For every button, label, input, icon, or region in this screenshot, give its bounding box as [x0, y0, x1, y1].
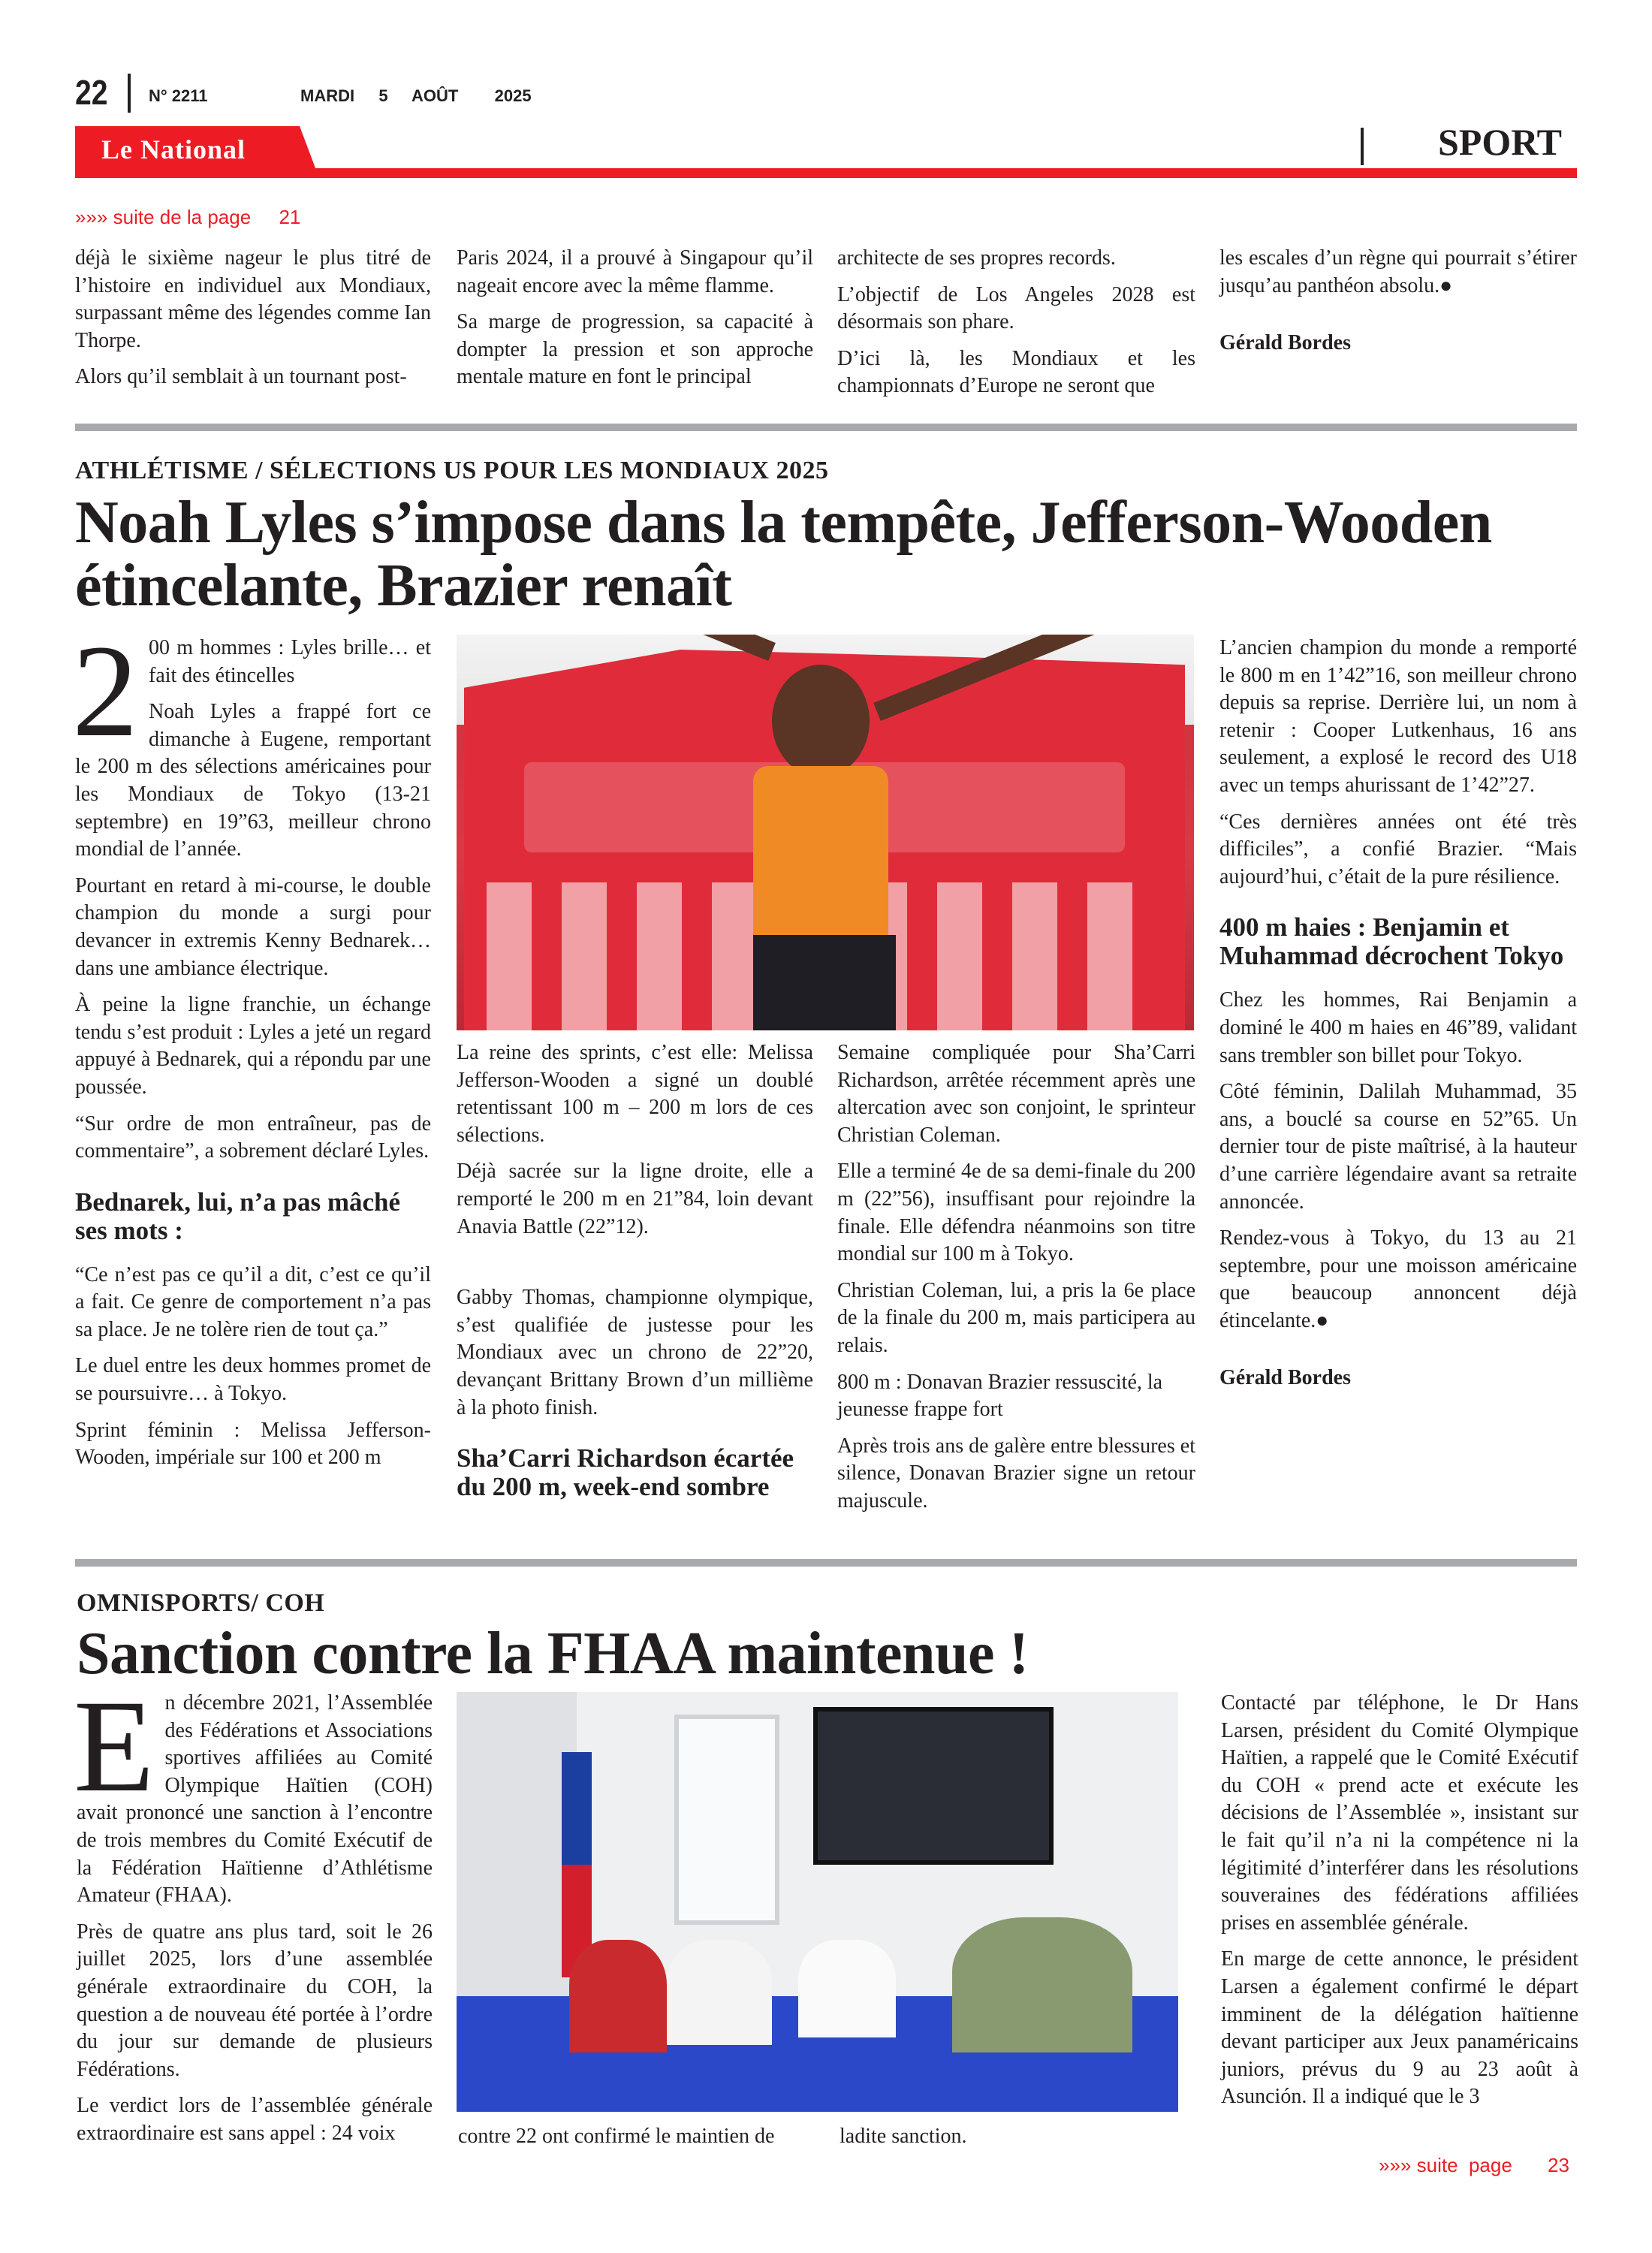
issue-number: N° 2211: [149, 86, 208, 105]
paragraph: n décembre 2021, l’Assemblée des Fédérations et Associations sportives affiliées au Comité Olympique Haïtien (COH) avait prononcé une sanction à l’encontre de trois membres du Comité Exécutif de la Fédération Haïtienne d’Athlétisme Amateur (FHAA).: [77, 1691, 433, 1908]
paragraph: Noah Lyles a frappé fort ce dimanche à Eugene, remportant le 200 m des sélections américaines pour les Mondiaux de Tokyo (13-21 septembre) en 19”63, meilleur chrono mondial de l’année.: [75, 700, 431, 861]
paragraph: 800 m : Donavan Brazier ressuscité, la jeunesse frappe fort: [837, 1370, 1163, 1422]
paragraph: Christian Coleman, lui, a pris la 6e place de la finale du 200 m, mais participera au relais.: [837, 1278, 1195, 1357]
paragraph: Le verdict lors de l’assemblée générale extraordinaire est sans appel : 24 voix: [77, 2094, 433, 2145]
paragraph: Paris 2024, il a prouvé à Singapour qu’il nageait encore avec la même flamme.: [457, 246, 813, 297]
paragraph: Le duel entre les deux hommes promet de se poursuivre… à Tokyo.: [75, 1354, 431, 1406]
article2-col3: ladite sanction.: [840, 2125, 967, 2148]
paragraph: À peine la ligne franchie, un échange tendu s’est produit : Lyles a jeté un regard appuyé à Bednarek, qui a répondu par une poussée.: [75, 993, 431, 1099]
continued-to-page: 23: [1548, 2154, 1569, 2176]
paragraph: architecte de ses propres records.: [837, 246, 1116, 270]
paragraph: Gabby Thomas, championne olympique, s’est qualifiée de justesse pour les Mondiaux avec un chrono de 22”20, devançant Brittany Brown d’un millième à la photo finish.: [457, 1286, 813, 1419]
paragraph: Pourtant en retard à mi-course, le double champion du monde a surgi pour devancer in extremis Kenny Bednarek… dans une ambiance électrique.: [75, 873, 431, 980]
paragraph: “Sur ordre de mon entraîneur, pas de commentaire”, a sobrement déclaré Lyles.: [75, 1111, 431, 1163]
paragraph: La reine des sprints, c’est elle: Melissa Jefferson-Wooden a signé un doublé retentissant 100 m – 200 m lors de ces sélections.: [457, 1041, 813, 1147]
section-divider: [1361, 128, 1364, 165]
video-screen: [813, 1707, 1054, 1865]
author-byline: Gérald Bordes: [1219, 331, 1351, 355]
drop-cap: E: [74, 1673, 155, 1820]
brand-logo: Le National: [101, 134, 246, 164]
athlete-shorts: [753, 935, 896, 1030]
section-rule: [75, 1559, 1577, 1567]
article1-headline: Noah Lyles s’impose dans la tempête, Jefferson-Wooden étincelante, Brazier renaît: [75, 490, 1492, 619]
paragraph: L’ancien champion du monde a remporté le 800 m en 1’42”16, son meilleur chrono depuis sa reprise. Derrière lui, un nom à retenir : Cooper Lutkenhaus, 16 ans seulement, a explosé le record des U18 avec un temps ahurissant de 1’42”27.: [1219, 636, 1577, 797]
article2-kicker: OMNISPORTS/ COH: [77, 1589, 325, 1617]
continued-from-page: 21: [279, 206, 301, 228]
paragraph: déjà le sixième nageur le plus titré de l’histoire en individuel aux Mondiaux, surpassant même des légendes comme Ian Thorpe.: [75, 246, 431, 352]
continued-from-label: »»» suite de la page: [75, 206, 252, 228]
page-number: 22: [75, 73, 108, 112]
article2-col1: [74, 1673, 433, 2157]
paragraph: Semaine compliquée pour Sha’Carri Richardson, arrêtée récemment après une altercation avec son conjoint, le sprinteur Christian Coleman.: [837, 1041, 1195, 1147]
prev-article-col4: [1219, 245, 1577, 366]
haiti-flag: [562, 1752, 592, 1977]
article2-col2: contre 22 ont confirmé le maintien de: [458, 2125, 775, 2148]
press-conference-photo: [457, 1692, 1178, 2112]
athlete-singlet: [753, 766, 888, 939]
continued-to-label: »»» suite page: [1379, 2154, 1512, 2176]
article1-col3: [837, 1039, 1195, 1525]
paragraph: Déjà sacrée sur la ligne droite, elle a remporté le 200 m en 21”84, loin devant Anavia Battle (22”12).: [457, 1160, 813, 1238]
article2-headline: Sanction contre la FHAA maintenue !: [77, 1621, 1029, 1687]
person-3: [798, 1940, 896, 2037]
paragraph: Alors qu’il semblait à un tournant post-: [75, 365, 407, 389]
continued-to-link[interactable]: [1379, 2154, 1569, 2177]
paragraph: L’objectif de Los Angeles 2028 est désormais son phare.: [837, 282, 1195, 334]
paragraph: En marge de cette annonce, le président Larsen a également confirmé le départ imminent de la délégation haïtienne devant participer aux Jeux panaméricains juniors, prévus du 9 au 23 août à Asunción. Il a indiqué que le 3: [1221, 1947, 1578, 2109]
paragraph: Rendez-vous à Tokyo, du 13 au 21 septembre, pour une moisson américaine que beaucoup annoncent déjà étincelante.●: [1219, 1226, 1577, 1332]
paragraph: Elle a terminé 4e de sa demi-finale du 200 m (22”56), insuffisant pour rejoindre la finale. Elle défendra néanmoins son titre mondial sur 100 m à Tokyo.: [837, 1160, 1195, 1266]
author-byline: Gérald Bordes: [1219, 1366, 1351, 1390]
athlete-head: [772, 665, 870, 777]
drop-cap: 2: [72, 618, 138, 765]
prev-article-col3: [837, 245, 1195, 409]
person-2: [667, 1940, 772, 2045]
paragraph: Contacté par téléphone, le Dr Hans Larsen, président du Comité Olympique Haïtien, a rappelé que le Comité Exécutif du COH « prend acte et exécute les décisions de l’Assemblée », insistant sur le fait qu’il n’a ni la compétence ni la légitimité d’interférer dans les résolutions souveraines des fédérations affiliées prises en assemblée générale.: [1221, 1691, 1578, 1935]
paragraph: Sa marge de progression, sa capacité à dompter la pression et son approche mentale mature en font le principal: [457, 310, 813, 389]
paragraph: Après trois ans de galère entre blessures et silence, Donavan Brazier signe un retour majuscule.: [837, 1434, 1195, 1513]
article1-col2: [457, 1039, 813, 1518]
prev-article-col1: [75, 245, 431, 400]
subheading: 400 m haies : Benjamin et Muhammad décrochent Tokyo: [1219, 912, 1564, 971]
article1-kicker: ATHLÉTISME / SÉLECTIONS US POUR LES MONDIAUX 2025: [75, 457, 829, 484]
lead: 00 m hommes : Lyles brille… et fait des étincelles: [149, 636, 431, 687]
section-title: SPORT: [1438, 121, 1562, 163]
person-4: [952, 1917, 1132, 2052]
article1-col1: [72, 618, 431, 1481]
header-red-bar: [75, 168, 1577, 178]
paragraph: Chez les hommes, Rai Benjamin a dominé le 400 m haies en 46”89, validant sans trembler son billet pour Tokyo.: [1219, 988, 1577, 1067]
window: [674, 1715, 779, 1925]
section-rule: [75, 424, 1577, 431]
subheading: Sha’Carri Richardson écartée du 200 m, week-end sombre: [457, 1443, 794, 1502]
paragraph: Près de quatre ans plus tard, soit le 26 juillet 2025, lors d’une assemblée générale extraordinaire du COH, la question a de nouveau été portée à l’ordre du jour sur demande de plusieurs Fédérations.: [77, 1920, 433, 2081]
header-divider: [128, 74, 131, 113]
paragraph: les escales d’un règne qui pourrait s’étirer jusqu’au panthéon absolu.●: [1219, 246, 1577, 297]
continued-from-link[interactable]: [75, 206, 300, 229]
paragraph: Côté féminin, Dalilah Muhammad, 35 ans, a bouclé sa course en 52”65. Un dernier tour de piste maîtrisé, à la hauteur d’une carrière légendaire avant sa retraite annoncée.: [1219, 1080, 1577, 1214]
athlete-photo: [457, 635, 1194, 1030]
paragraph: Sprint féminin : Melissa Jefferson-Wooden, impériale sur 100 et 200 m: [75, 1418, 431, 1470]
article2-col4: [1221, 1690, 1578, 2120]
paragraph: “Ce n’est pas ce qu’il a dit, c’est ce qu’il a fait. Ce genre de comportement n’a pas sa place. Je ne tolère rien de tout ça.”: [75, 1262, 431, 1341]
subheading: Bednarek, lui, n’a pas mâché ses mots :: [75, 1187, 401, 1245]
paragraph: “Ces dernières années ont été très difficiles”, a confié Brazier. “Mais aujourd’hui, c’était de la pure résilience.: [1219, 810, 1577, 888]
person-1: [569, 1940, 667, 2052]
prev-article-col2: [457, 245, 813, 400]
paragraph: D’ici là, les Mondiaux et les championnats d’Europe ne seront que: [837, 346, 1195, 398]
article1-col4: [1219, 635, 1577, 1401]
issue-date: MARDI 5 AOÛT 2025: [300, 86, 532, 105]
